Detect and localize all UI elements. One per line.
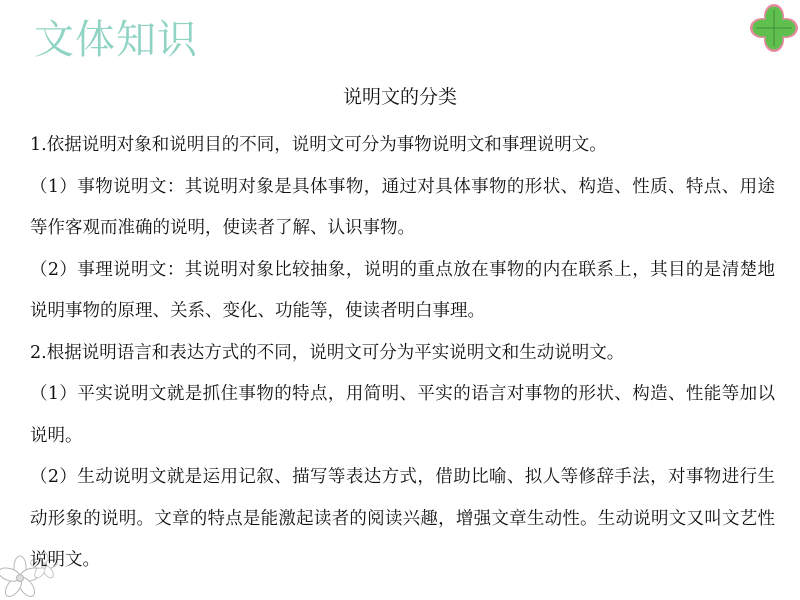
slide-heading: 文体知识 [34, 17, 198, 63]
content-body [30, 125, 775, 582]
paragraph-4: 2.根据说明语言和表达方式的不同，说明文可分为平实说明文和生动说明文。 [30, 342, 625, 363]
clover-icon [748, 2, 800, 54]
paragraph-3: （2）事理说明文：其说明对象比较抽象，说明的重点放在事物的内在联系上，其目的是清楚地说明事物的原理、关系、变化、功能等，使读者明白事理。 [30, 259, 775, 321]
paragraph-5: （1）平实说明文就是抓住事物的特点，用简明、平实的语言对事物的形状、构造、性能等加以说明。 [30, 384, 775, 446]
paragraph-1: 1.依据说明对象和说明目的不同，说明文可分为事物说明文和事理说明文。 [30, 135, 607, 155]
section-subtitle: 说明文的分类 [342, 86, 457, 108]
paragraph-2: （1）事物说明文：其说明对象是具体事物，通过对具体事物的形状、构造、性质、特点、用途等作客观而准确的说明，使读者了解、认识事物。 [30, 176, 775, 238]
paragraph-6: （2）生动说明文就是运用记叙、描写等表达方式，借助比喻、拟人等修辞手法，对事物进行生动形象的说明。文章的特点是能激起读者的阅读兴趣，增强文章生动性。生动说明文又叫文艺性说明文。 [30, 467, 775, 570]
